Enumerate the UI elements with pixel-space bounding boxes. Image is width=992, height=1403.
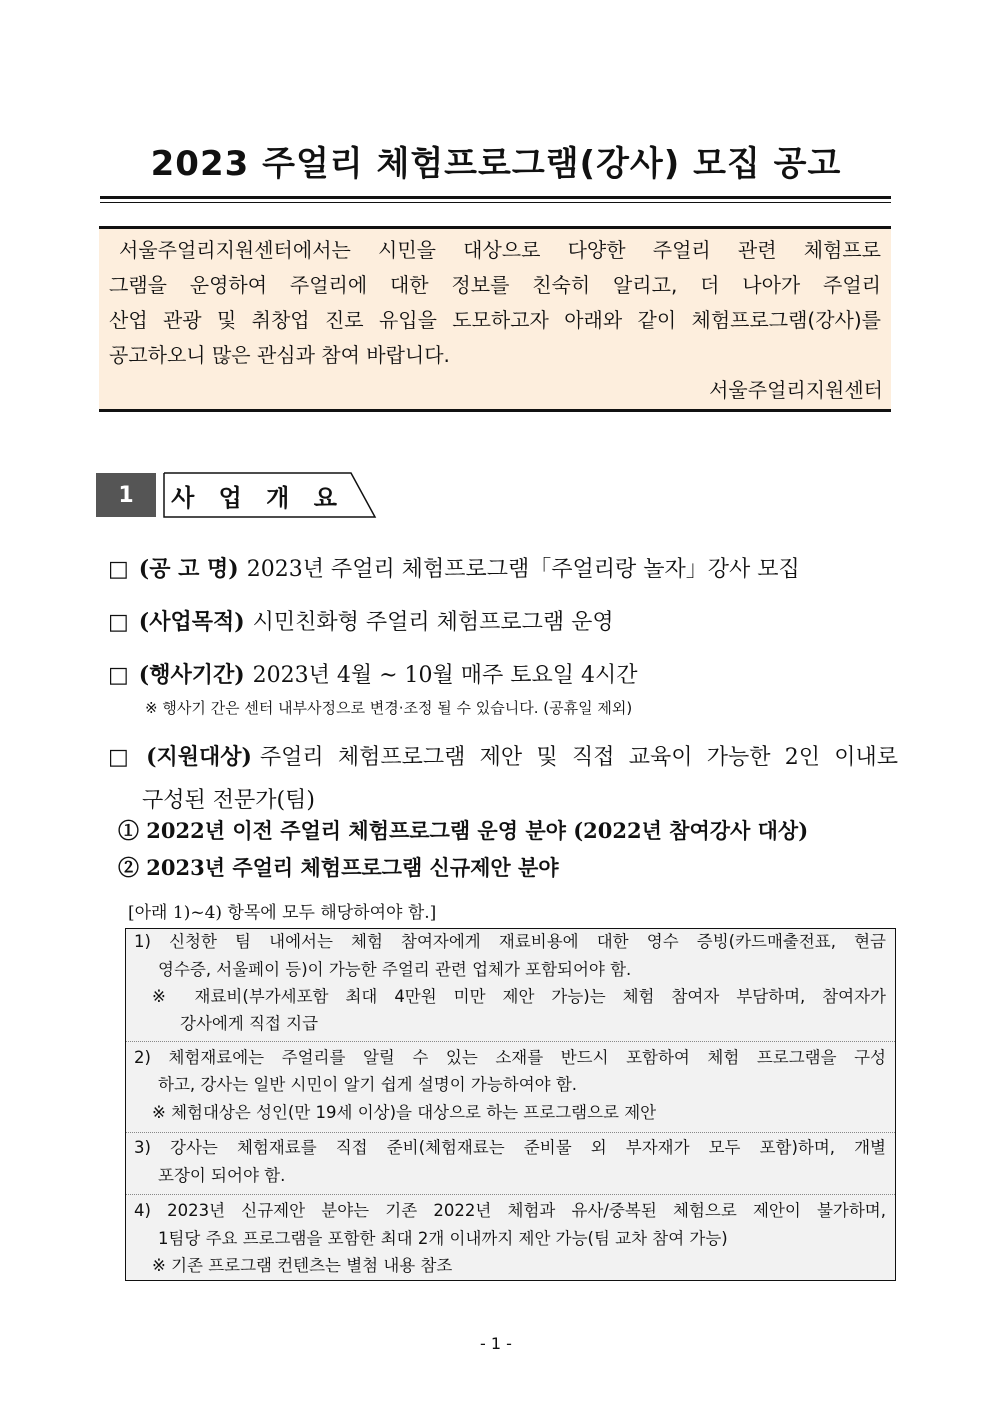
condition-separator: [126, 1041, 895, 1042]
checkbox-glyph: □: [108, 557, 129, 582]
item-announcement: [108, 552, 800, 583]
condition-2-line: 하고, 강사는 일반 시민이 알기 쉽게 설명이 가능하여야 함.: [158, 1075, 578, 1094]
condition-1-note: ※ 재료비(부가세포함 최대 4만원 미만 제안 가능)는 체험 참여자 부담하며, 참여자가: [152, 987, 886, 1006]
condition-2-note: ※ 체험대상은 성인(만 19세 이상)을 대상으로 하는 프로그램으로 제안: [152, 1103, 657, 1122]
intro-box: [99, 226, 891, 412]
condition-4-line: 4) 2023년 신규제안 분야는 기존 2022년 체험과 유사/중복된 체험으로 제안이 불가하며,: [134, 1201, 886, 1220]
condition-4-note: ※ 기존 프로그램 컨텐츠는 별첨 내용 참조: [152, 1256, 453, 1275]
page-title: 2023 주얼리 체험프로그램(강사) 모집 공고: [150, 144, 842, 184]
section-number: 1: [96, 473, 156, 517]
intro-line: 그램을 운영하여 주얼리에 대한 정보를 친숙히 알리고, 더 나아가 주얼리: [109, 273, 881, 297]
item-label: (사업목적): [138, 609, 245, 635]
condition-1-note: 강사에게 직접 지급: [180, 1014, 319, 1033]
conditions-instruction: [아래 1)~4) 항목에 모두 해당하여야 함.]: [128, 903, 437, 923]
condition-separator: [126, 1194, 895, 1195]
title-rule-thick: [100, 196, 891, 199]
checkbox-glyph: □: [108, 663, 129, 688]
condition-3-line: 포장이 되어야 함.: [158, 1166, 286, 1185]
intro-signature: 서울주얼리지원센터: [709, 378, 883, 402]
condition-1-line: 1) 신청한 팀 내에서는 체험 참여자에게 재료비용에 대한 영수 증빙(카드매출전표, 현금: [134, 932, 886, 951]
intro-line: 공고하오니 많은 관심과 참여 바랍니다.: [109, 343, 450, 367]
category-2: ② 2023년 주얼리 체험프로그램 신규제안 분야: [118, 855, 559, 880]
title-rule-thin: [100, 202, 891, 203]
item-target: [108, 740, 898, 814]
section-title: 사 업 개 요: [171, 483, 345, 512]
checkbox-glyph: □: [108, 745, 137, 770]
condition-2-line: 2) 체험재료에는 주얼리를 알릴 수 있는 소재를 반드시 포함하여 체험 프로그램을 구성: [134, 1048, 886, 1067]
condition-4-line: 1팀당 주요 프로그램을 포함한 최대 2개 이내까지 제안 가능(팀 교차 참여 가능): [158, 1229, 728, 1248]
item-text-continued: 구성된 전문가(팀): [142, 788, 315, 813]
item-text: 2023년 주얼리 체험프로그램「주얼리랑 놀자」강사 모집: [246, 557, 800, 582]
item-text: 시민친화형 주얼리 체험프로그램 운영: [252, 610, 614, 635]
condition-3-line: 3) 강사는 체험재료를 직접 준비(체험재료는 준비물 외 부자재가 모두 포함)하며, 개별: [134, 1138, 886, 1157]
item-period: [108, 658, 638, 689]
conditions-box: [125, 928, 896, 1281]
intro-line: 산업 관광 및 취창업 진로 유입을 도모하고자 아래와 같이 체험프로그램(강사)를: [109, 308, 881, 332]
item-label: (공 고 명): [138, 556, 239, 582]
page-number: - 1 -: [480, 1334, 512, 1353]
category-1: ① 2022년 이전 주얼리 체험프로그램 운영 분야 (2022년 참여강사 대상): [118, 818, 809, 843]
condition-1-line: 영수증, 서울페이 등)이 가능한 주얼리 관련 업체가 포함되어야 함.: [158, 960, 632, 979]
item-text: 2023년 4월 ~ 10월 매주 토요일 4시간: [252, 663, 638, 688]
item-purpose: [108, 605, 614, 636]
condition-separator: [126, 1132, 895, 1133]
intro-line: 서울주얼리지원센터에서는 시민을 대상으로 다양한 주얼리 관련 체험프로: [119, 238, 881, 262]
item-label: (행사기간): [138, 662, 245, 688]
item-text: 주얼리 체험프로그램 제안 및 직접 교육이 가능한 2인 이내로: [259, 745, 898, 770]
period-note: ※ 행사기 간은 센터 내부사정으로 변경·조정 될 수 있습니다. (공휴일 제외): [145, 699, 633, 717]
item-label: (지원대상): [146, 744, 252, 770]
checkbox-glyph: □: [108, 610, 129, 635]
